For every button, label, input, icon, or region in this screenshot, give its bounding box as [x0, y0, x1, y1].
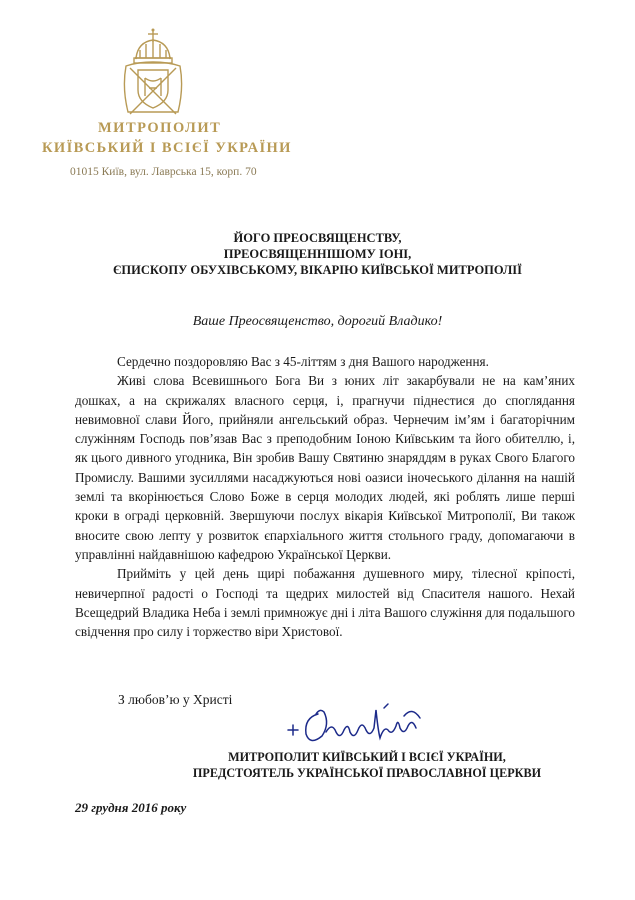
body-paragraph: Сердечно поздоровляю Вас з 45-літтям з дня Вашого народження.: [117, 354, 489, 369]
addressee-line: ЙОГО ПРЕОСВЯЩЕНСТВУ,: [233, 231, 402, 245]
addressee-block: [60, 230, 575, 278]
letterhead-address: 01015 Київ, вул. Лаврська 15, корп. 70: [70, 166, 257, 178]
metropolitan-emblem-icon: [118, 28, 188, 120]
addressee-line: ПРЕОСВЯЩЕННІШОМУ ІОНІ,: [223, 247, 412, 261]
signer-line: МИТРОПОЛИТ КИЇВСЬКИЙ І ВСІЄЇ УКРАЇНИ,: [228, 750, 506, 764]
body-paragraph: Прийміть у цей день щирі побажання душевного миру, тілесної кріпості, невичерпної радості о Господі та щедрих милостей від Спасителя нашого. Нехай Всещедрий Владика Неба і землі примножує дні і літа Вашого служіння для подальшого свідчення про силу і торжество віри Христової.: [75, 566, 575, 640]
letterhead-title: МИТРОПОЛИТ: [98, 120, 222, 136]
handwritten-signature-icon: [284, 700, 434, 750]
signer-line: ПРЕДСТОЯТЕЛЬ УКРАЇНСЬКОЇ ПРАВОСЛАВНОЇ ЦЕРКВИ: [192, 766, 542, 780]
addressee-line: ЄПИСКОПУ ОБУХІВСЬКОМУ, ВІКАРІЮ КИЇВСЬКОЇ МИТРОПОЛІЇ: [112, 263, 523, 277]
body-paragraph: Живі слова Всевишнього Бога Ви з юних літ закарбували не на кам’яних дошках, а на скрижалях власного серця, і, прагнучи піднестися до споглядання невимовної слави Його, прийняли ангельський образ. Чернечим ім’ям і багаторічним служінням Господь пов’язав Вас з преподобним Іоною Київським та його обителлю, і, як цього дивного угодника, Він зробив Вашу Святиню знаряддям в руках Свого Благого Промислу. Вашими зусиллями насаджуються нові оазиси іночеського ділання на нашій землі та вкорінюється Слово Боже в серця молодих людей, які роблять лише перші кроки в ограді церковній. Звершуючи послух вікарія Київської Митрополії, Ви також вносите свою лепту у розвиток єпархіального життя стольного граду, допомагаючи в управлінні найдавнішою кафедрою Української Церкви.: [75, 373, 575, 562]
signer-block: [172, 749, 562, 781]
letter-body: [75, 352, 575, 641]
closing-phrase: З любов’ю у Христі: [118, 692, 233, 707]
salutation: Ваше Преосвященство, дорогий Владико!: [192, 314, 443, 329]
letter-date: 29 грудня 2016 року: [75, 800, 187, 815]
letterhead-subtitle: КИЇВСЬКИЙ І ВСІЄЇ УКРАЇНИ: [42, 140, 292, 156]
